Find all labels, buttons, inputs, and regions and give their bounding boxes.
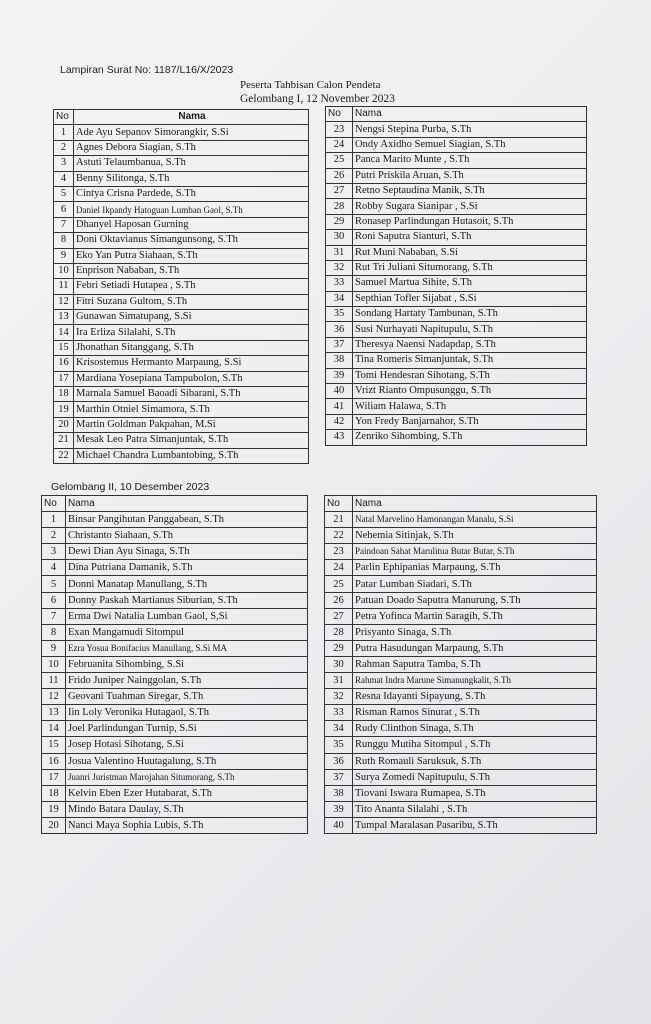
- participant-name: Juanri Juristman Marojahan Situmorang, S.Th: [66, 769, 308, 785]
- participant-name: Wiliam Halawa, S.Th: [353, 399, 587, 414]
- row-number: 14: [54, 325, 74, 340]
- participant-name: Tiovani Iswara Rumapea, S.Th: [353, 785, 597, 801]
- col-header-name: Nama: [66, 496, 308, 512]
- participant-name: Ezra Yosua Bonifacius Manullang, S.Si MA: [66, 640, 308, 656]
- table-row: [54, 294, 309, 309]
- participant-name: Tomi Hendesran Sihotang, S.Th: [353, 368, 587, 383]
- wave1-left-rows: [54, 125, 309, 464]
- row-number: 7: [42, 608, 66, 624]
- row-number: 13: [42, 705, 66, 721]
- row-number: 20: [42, 817, 66, 833]
- table-row: [42, 705, 308, 721]
- table-row: [42, 528, 308, 544]
- row-number: 22: [54, 448, 74, 463]
- row-number: 5: [54, 186, 74, 201]
- table-row: [54, 325, 309, 340]
- table-row: [54, 340, 309, 355]
- row-number: 39: [326, 368, 353, 383]
- participant-name: Nengsi Stepina Purba, S.Th: [353, 122, 587, 137]
- table-row: [42, 721, 308, 737]
- participant-name: Tina Romeris Simanjuntak, S.Th: [353, 353, 587, 368]
- participant-name: Christanto Siahaan, S.Th: [66, 528, 308, 544]
- table-header-row: [325, 496, 597, 512]
- table-row: [54, 263, 309, 278]
- table-row: [326, 337, 587, 352]
- row-number: 6: [54, 202, 74, 217]
- participant-name: Ondy Axidho Semuel Siagian, S.Th: [353, 137, 587, 152]
- row-number: 37: [326, 337, 353, 352]
- participant-name: Krisostemus Hermanto Marpaung, S.Si: [74, 356, 309, 371]
- table-row: [42, 576, 308, 592]
- row-number: 27: [326, 183, 353, 198]
- participant-name: Donni Manatap Manullang, S.Th: [66, 576, 308, 592]
- participant-name: Rudy Clinthon Sinaga, S.Th: [353, 721, 597, 737]
- row-number: 12: [54, 294, 74, 309]
- participant-name: Roni Saputra Sianturi, S.Th: [353, 230, 587, 245]
- participant-name: Dhanyel Haposan Gurning: [74, 217, 309, 232]
- table-row: [54, 125, 309, 140]
- participant-name: Agnes Debora Siagian, S.Th: [74, 140, 309, 155]
- participant-name: Mindo Batara Daulay, S.Th: [66, 801, 308, 817]
- participant-name: Sondang Hartaty Tambunan, S.Th: [353, 307, 587, 322]
- participant-name: Josua Valentino Huutagalung, S.Th: [66, 753, 308, 769]
- row-number: 25: [326, 153, 353, 168]
- table-row: [326, 260, 587, 275]
- participant-name: Michael Chandra Lumbantobing, S.Th: [74, 448, 309, 463]
- table-row: [326, 414, 587, 429]
- row-number: 31: [325, 673, 353, 689]
- row-number: 9: [42, 640, 66, 656]
- participant-name: Surya Zomedi Napitupulu, S.Th: [353, 769, 597, 785]
- table-row: [325, 721, 597, 737]
- row-number: 13: [54, 310, 74, 325]
- row-number: 15: [54, 340, 74, 355]
- table-row: [54, 387, 309, 402]
- row-number: 21: [325, 512, 353, 528]
- table-row: [42, 592, 308, 608]
- participant-name: Ronasep Parlindungan Hutasoit, S.Th: [353, 214, 587, 229]
- row-number: 34: [325, 721, 353, 737]
- table-row: [325, 560, 597, 576]
- participant-name: Mesak Leo Patra Simanjuntak, S.Th: [74, 433, 309, 448]
- table-row: [326, 384, 587, 399]
- row-number: 24: [325, 560, 353, 576]
- participant-name: Dewi Dian Ayu Sinaga, S.Th: [66, 544, 308, 560]
- row-number: 38: [325, 785, 353, 801]
- table-row: [42, 560, 308, 576]
- table-row: [54, 156, 309, 171]
- row-number: 36: [326, 322, 353, 337]
- participant-name: Doni Oktavianus Simangunsong, S.Th: [74, 233, 309, 248]
- row-number: 4: [54, 171, 74, 186]
- participant-name: Gunawan Simatupang, S.Si: [74, 310, 309, 325]
- row-number: 8: [42, 624, 66, 640]
- col-header-no: No: [42, 496, 66, 512]
- table-row: [54, 233, 309, 248]
- participant-name: Runggu Mutiha Sitompul , S.Th: [353, 737, 597, 753]
- participant-name: Dina Putriana Damanik, S.Th: [66, 560, 308, 576]
- wave1-right-rows: [326, 122, 587, 445]
- row-number: 27: [325, 608, 353, 624]
- participant-name: Patuan Doado Saputra Manurung, S.Th: [353, 592, 597, 608]
- table-row: [326, 137, 587, 152]
- row-number: 17: [42, 769, 66, 785]
- participant-name: Nanci Maya Sophia Lubis, S.Th: [66, 817, 308, 833]
- participant-name: Paindoan Sahat Marulitua Butar Butar, S.Th: [353, 544, 597, 560]
- participant-name: Petra Yofinca Martin Saragih, S.Th: [353, 608, 597, 624]
- participant-name: Februanita Sihombing, S.Si: [66, 656, 308, 672]
- row-number: 19: [42, 801, 66, 817]
- table-row: [54, 279, 309, 294]
- table-row: [54, 371, 309, 386]
- table-header-row: [42, 496, 308, 512]
- table-row: [325, 576, 597, 592]
- table-row: [54, 186, 309, 201]
- table-row: [325, 592, 597, 608]
- table-row: [325, 608, 597, 624]
- table-row: [326, 230, 587, 245]
- row-number: 28: [325, 624, 353, 640]
- row-number: 8: [54, 233, 74, 248]
- participant-name: Patar Lumban Siadari, S.Th: [353, 576, 597, 592]
- row-number: 32: [325, 689, 353, 705]
- participant-name: Astuti Telaumbanua, S.Th: [74, 156, 309, 171]
- participant-name: Marthin Otniel Simamora, S.Th: [74, 402, 309, 417]
- row-number: 20: [54, 417, 74, 432]
- participant-name: Febri Setiadi Hutapea , S.Th: [74, 279, 309, 294]
- row-number: 2: [42, 528, 66, 544]
- table-row: [325, 785, 597, 801]
- row-number: 40: [326, 384, 353, 399]
- participant-name: Tito Ananta Silalahi , S.Th: [353, 801, 597, 817]
- row-number: 28: [326, 199, 353, 214]
- row-number: 17: [54, 371, 74, 386]
- participant-name: Jhonathan Sitanggang, S.Th: [74, 340, 309, 355]
- row-number: 11: [42, 673, 66, 689]
- row-number: 36: [325, 753, 353, 769]
- row-number: 30: [326, 230, 353, 245]
- participant-name: Benny Silitonga, S.Th: [74, 171, 309, 186]
- participant-name: Vrizt Rianto Ompusunggu, S.Th: [353, 384, 587, 399]
- participant-name: Yon Fredy Banjarnahor, S.Th: [353, 414, 587, 429]
- table-row: [325, 624, 597, 640]
- table-header-row: [326, 107, 587, 122]
- table-row: [325, 801, 597, 817]
- participant-name: Cintya Crisna Pardede, S.Th: [74, 186, 309, 201]
- participant-name: Samuel Martua Sihite, S.Th: [353, 276, 587, 291]
- attachment-label: Lampiran Surat No: 1187/L16/X/2023: [60, 64, 234, 76]
- wave2-left-rows: [42, 512, 308, 834]
- row-number: 6: [42, 592, 66, 608]
- participant-name: Rut Tri Juliani Situmorang, S.Th: [353, 260, 587, 275]
- table-row: [325, 512, 597, 528]
- row-number: 42: [326, 414, 353, 429]
- row-number: 40: [325, 817, 353, 833]
- participant-name: Iin Loly Veronika Hutagaol, S.Th: [66, 705, 308, 721]
- row-number: 32: [326, 260, 353, 275]
- table-row: [325, 656, 597, 672]
- row-number: 10: [42, 656, 66, 672]
- participant-name: Susi Nurhayati Napitupulu, S.Th: [353, 322, 587, 337]
- wave2-right-rows: [325, 512, 597, 834]
- row-number: 3: [54, 156, 74, 171]
- participant-name: Septhian Tofler Sijabat , S.Si: [353, 291, 587, 306]
- row-number: 18: [54, 387, 74, 402]
- participant-name: Enprison Nababan, S.Th: [74, 263, 309, 278]
- participant-name: Rahman Saputra Tamba, S.Th: [353, 656, 597, 672]
- participant-name: Exan Mangamudi Sitompul: [66, 624, 308, 640]
- participant-name: Putri Priskila Aruan, S.Th: [353, 168, 587, 183]
- participant-name: Fitri Suzana Gultom, S.Th: [74, 294, 309, 309]
- participant-name: Geovani Tuahman Siregar, S.Th: [66, 689, 308, 705]
- participant-name: Marnala Samuel Baoadi Sibarani, S.Th: [74, 387, 309, 402]
- table-row: [326, 291, 587, 306]
- table-row: [42, 689, 308, 705]
- participant-name: Ira Erliza Silalahi, S.Th: [74, 325, 309, 340]
- table-row: [325, 673, 597, 689]
- document-title: Peserta Tahbisan Calon Pendeta: [240, 79, 381, 91]
- wave2-subtitle: Gelombang II, 10 Desember 2023: [51, 481, 210, 493]
- participant-name: Daniel Ikpandy Hatoguan Lumban Gaol, S.Th: [74, 202, 309, 217]
- table-row: [326, 399, 587, 414]
- row-number: 38: [326, 353, 353, 368]
- row-number: 26: [326, 168, 353, 183]
- table-row: [42, 785, 308, 801]
- row-number: 22: [325, 528, 353, 544]
- participant-name: Retno Septaudina Manik, S.Th: [353, 183, 587, 198]
- table-row: [54, 310, 309, 325]
- row-number: 1: [42, 512, 66, 528]
- col-header-name: Nama: [353, 496, 597, 512]
- wave1-subtitle: Gelombang I, 12 November 2023: [240, 93, 395, 105]
- table-row: [54, 433, 309, 448]
- row-number: 19: [54, 402, 74, 417]
- table-row: [54, 448, 309, 463]
- wave1-table-left: [53, 109, 309, 464]
- row-number: 31: [326, 245, 353, 260]
- table-row: [54, 202, 309, 217]
- row-number: 1: [54, 125, 74, 140]
- table-row: [325, 689, 597, 705]
- participant-name: Mardiana Yosepiana Tampubolon, S.Th: [74, 371, 309, 386]
- row-number: 4: [42, 560, 66, 576]
- table-row: [42, 656, 308, 672]
- row-number: 39: [325, 801, 353, 817]
- participant-name: Natal Marvelino Hamonangan Manalu, S.Si: [353, 512, 597, 528]
- row-number: 5: [42, 576, 66, 592]
- table-row: [54, 248, 309, 263]
- participant-name: Ruth Romauli Saruksuk, S.Th: [353, 753, 597, 769]
- row-number: 37: [325, 769, 353, 785]
- row-number: 18: [42, 785, 66, 801]
- row-number: 7: [54, 217, 74, 232]
- col-header-name: Nama: [74, 110, 309, 125]
- table-row: [325, 640, 597, 656]
- table-row: [326, 245, 587, 260]
- participant-name: Robby Sugara Sianipar , S.Si: [353, 199, 587, 214]
- table-row: [325, 528, 597, 544]
- table-row: [42, 673, 308, 689]
- table-row: [42, 817, 308, 833]
- col-header-name: Nama: [353, 107, 587, 122]
- row-number: 23: [326, 122, 353, 137]
- participant-name: Frido Juniper Nainggolan, S.Th: [66, 673, 308, 689]
- participant-name: Donny Paskah Martianus Siburian, S.Th: [66, 592, 308, 608]
- table-row: [54, 217, 309, 232]
- col-header-no: No: [325, 496, 353, 512]
- row-number: 26: [325, 592, 353, 608]
- row-number: 35: [326, 307, 353, 322]
- wave2-table-right: [324, 495, 597, 834]
- participant-name: Tumpal Maralasan Pasaribu, S.Th: [353, 817, 597, 833]
- table-row: [54, 140, 309, 155]
- row-number: 29: [325, 640, 353, 656]
- table-row: [325, 817, 597, 833]
- row-number: 21: [54, 433, 74, 448]
- table-row: [54, 402, 309, 417]
- participant-name: Parlin Ephipanias Marpaung, S.Th: [353, 560, 597, 576]
- row-number: 23: [325, 544, 353, 560]
- participant-name: Resna Idayanti Sipayung, S.Th: [353, 689, 597, 705]
- row-number: 3: [42, 544, 66, 560]
- table-row: [326, 307, 587, 322]
- row-number: 12: [42, 689, 66, 705]
- participant-name: Rut Muni Nababan, S.Si: [353, 245, 587, 260]
- participant-name: Martin Goldman Pakpahan, M.Si: [74, 417, 309, 432]
- table-row: [326, 122, 587, 137]
- table-row: [325, 737, 597, 753]
- participant-name: Putra Hasudungan Marpaung, S.Th: [353, 640, 597, 656]
- table-row: [326, 199, 587, 214]
- table-row: [326, 153, 587, 168]
- table-row: [326, 368, 587, 383]
- row-number: 9: [54, 248, 74, 263]
- participant-name: Theresya Naensi Nadapdap, S.Th: [353, 337, 587, 352]
- table-row: [42, 769, 308, 785]
- row-number: 33: [326, 276, 353, 291]
- row-number: 41: [326, 399, 353, 414]
- row-number: 35: [325, 737, 353, 753]
- col-header-no: No: [54, 110, 74, 125]
- participant-name: Binsar Pangihutan Panggabean, S.Th: [66, 512, 308, 528]
- participant-name: Erma Dwi Natalia Lumban Gaol, S,Si: [66, 608, 308, 624]
- table-row: [54, 171, 309, 186]
- wave1-table-right: [325, 106, 587, 446]
- table-row: [326, 183, 587, 198]
- participant-name: Nehemia Sitinjak, S.Th: [353, 528, 597, 544]
- table-row: [42, 640, 308, 656]
- table-row: [325, 769, 597, 785]
- table-row: [42, 608, 308, 624]
- row-number: 29: [326, 214, 353, 229]
- row-number: 2: [54, 140, 74, 155]
- row-number: 14: [42, 721, 66, 737]
- col-header-no: No: [326, 107, 353, 122]
- row-number: 25: [325, 576, 353, 592]
- row-number: 16: [54, 356, 74, 371]
- row-number: 34: [326, 291, 353, 306]
- row-number: 15: [42, 737, 66, 753]
- row-number: 33: [325, 705, 353, 721]
- table-row: [325, 705, 597, 721]
- table-row: [42, 544, 308, 560]
- row-number: 10: [54, 263, 74, 278]
- row-number: 16: [42, 753, 66, 769]
- table-row: [325, 753, 597, 769]
- participant-name: Prisyanto Sinaga, S.Th: [353, 624, 597, 640]
- participant-name: Kelvin Eben Ezer Hutabarat, S.Th: [66, 785, 308, 801]
- table-row: [326, 430, 587, 445]
- table-row: [326, 322, 587, 337]
- table-header-row: [54, 110, 309, 125]
- table-row: [326, 168, 587, 183]
- table-row: [42, 737, 308, 753]
- participant-name: Zenriko Sihombing, S.Th: [353, 430, 587, 445]
- table-row: [326, 353, 587, 368]
- table-row: [326, 214, 587, 229]
- table-row: [54, 356, 309, 371]
- participant-name: Eko Yan Putra Siahaan, S.Th: [74, 248, 309, 263]
- row-number: 24: [326, 137, 353, 152]
- table-row: [42, 512, 308, 528]
- participant-name: Rahmat Indra Marune Simanungkalit, S.Th: [353, 673, 597, 689]
- wave2-table-left: [41, 495, 308, 834]
- table-row: [54, 417, 309, 432]
- row-number: 30: [325, 656, 353, 672]
- participant-name: Ade Ayu Sepanov Simorangkir, S.Si: [74, 125, 309, 140]
- participant-name: Panca Marito Munte , S.Th: [353, 153, 587, 168]
- table-row: [42, 624, 308, 640]
- row-number: 43: [326, 430, 353, 445]
- table-row: [42, 801, 308, 817]
- table-row: [326, 276, 587, 291]
- row-number: 11: [54, 279, 74, 294]
- table-row: [325, 544, 597, 560]
- participant-name: Risman Ramos Sinurat , S.Th: [353, 705, 597, 721]
- table-row: [42, 753, 308, 769]
- participant-name: Joel Parlindungan Turnip, S.Si: [66, 721, 308, 737]
- participant-name: Josep Hotasi Sihotang, S.Si: [66, 737, 308, 753]
